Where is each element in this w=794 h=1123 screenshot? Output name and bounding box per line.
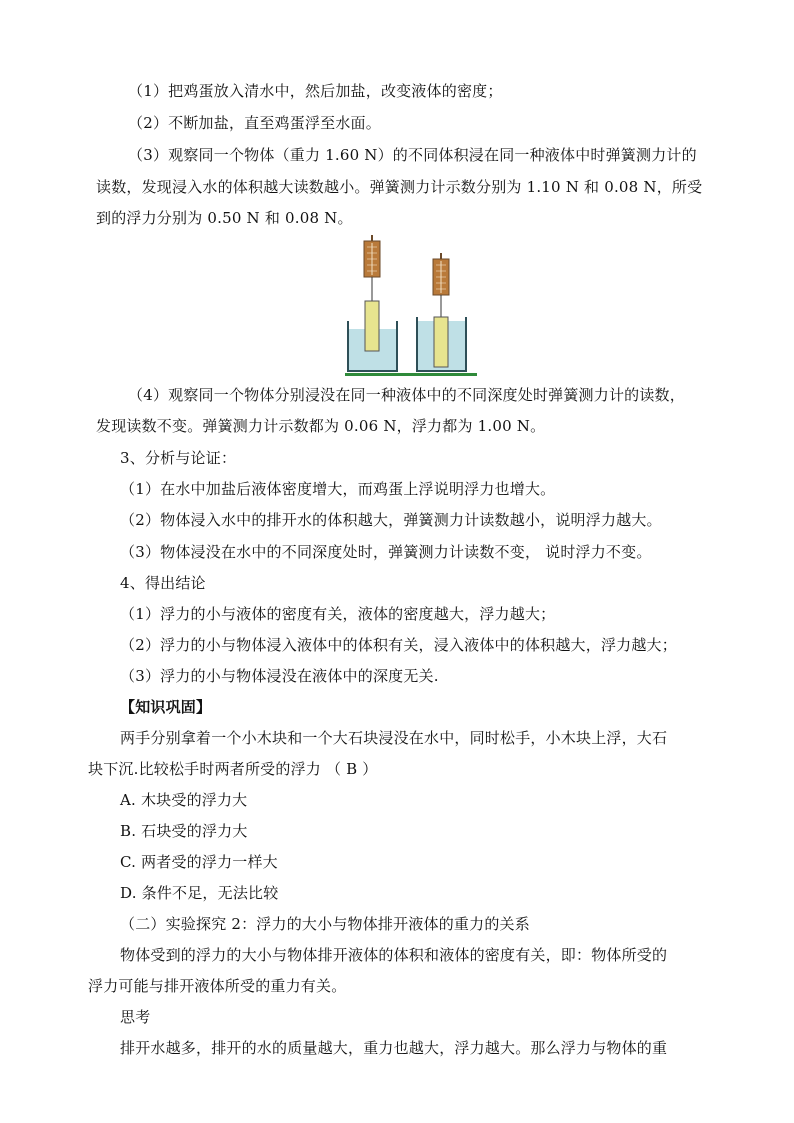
text-line-5: 到的浮力分别为 0.50 N 和 0.08 N。 — [96, 209, 353, 227]
question-stem-line-2: 块下沉.比较松手时两者所受的浮力 （ B ） — [88, 760, 378, 778]
think-label: 思考 — [120, 1008, 151, 1026]
text-line-15: （3）浮力的小与物体浸没在液体中的深度无关. — [120, 667, 439, 685]
text-line-9: （1）在水中加盐后液体密度增大，而鸡蛋上浮说明浮力也增大。 — [120, 480, 556, 498]
text-line-24: 物体受到的浮力的大小与物体排开液体的体积和液体的密度有关，即：物体所受的 — [120, 946, 668, 964]
ground-line — [345, 373, 477, 376]
text-line-6: （4）观察同一个物体分别浸没在同一种液体中的不同深度处时弹簧测力计的读数， — [128, 386, 685, 404]
text-line-27: 排开水越多，排开的水的质量越大，重力也越大，浮力越大。那么浮力与物体的重 — [120, 1039, 668, 1057]
section-heading-analysis: 3、分析与论证： — [120, 449, 237, 467]
section-heading-conclusion: 4、得出结论 — [120, 574, 206, 592]
text-line-3: （3）观察同一个物体（重力 1.60 N）的不同体积浸在同一种液体中时弹簧测力计的 — [128, 146, 697, 164]
option-c: C. 两者受的浮力一样大 — [120, 853, 278, 871]
question-stem-line-1: 两手分别拿着一个小木块和一个大石块浸没在水中，同时松手，小木块上浮，大石 — [120, 729, 668, 747]
text-line-11: （3）物体浸没在水中的不同深度处时，弹簧测力计读数不变， 说时浮力不变。 — [120, 543, 652, 561]
option-a: A. 木块受的浮力大 — [120, 791, 248, 809]
text-line-4: 读数，发现浸入水的体积越大读数越小。弹簧测力计示数分别为 1.10 N 和 0.08 N，所受 — [96, 178, 703, 196]
text-line-2: （2）不断加盐，直至鸡蛋浮至水面。 — [128, 114, 381, 132]
section-heading-experiment-2: （二）实验探究 2：浮力的大小与物体排开液体的重力的关系 — [120, 915, 530, 933]
text-line-13: （1）浮力的小与液体的密度有关，液体的密度越大，浮力越大； — [120, 605, 556, 623]
beaker-right — [417, 317, 466, 371]
option-d: D. 条件不足，无法比较 — [120, 884, 279, 902]
spring-scale-experiment-figure — [345, 233, 477, 377]
text-line-10: （2）物体浸入水中的排开水的体积越大，弹簧测力计读数越小，说明浮力越大。 — [120, 511, 662, 529]
text-line-7: 发现读数不变。弹簧测力计示数都为 0.06 N，浮力都为 1.00 N。 — [96, 417, 546, 435]
option-b: B. 石块受的浮力大 — [120, 822, 248, 840]
text-line-14: （2）浮力的小与物体浸入液体中的体积有关，浸入液体中的体积越大，浮力越大； — [120, 636, 677, 654]
text-line-25: 浮力可能与排开液体所受的重力有关。 — [88, 977, 347, 995]
text-line-1: （1）把鸡蛋放入清水中，然后加盐，改变液体的密度； — [128, 82, 503, 100]
section-heading-knowledge: 【知识巩固】 — [120, 698, 212, 716]
